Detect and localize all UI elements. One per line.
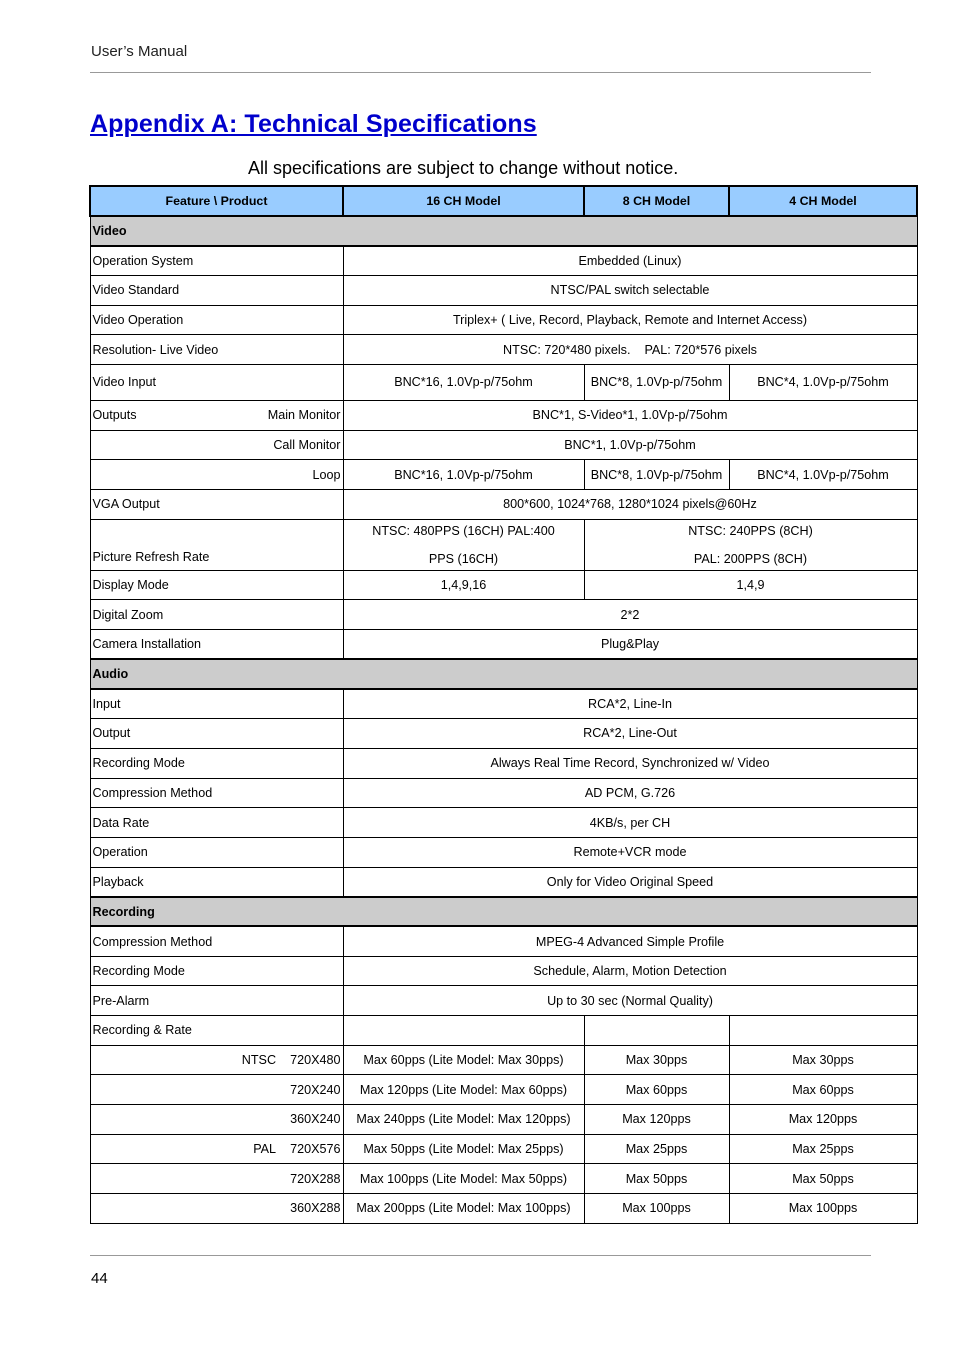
row-value-8ch-4ch: 1,4,9 — [584, 570, 917, 600]
row-label: Camera Installation — [90, 630, 343, 660]
row-label: Recording Mode — [90, 748, 343, 778]
rate-value-8ch: Max 60pps — [584, 1075, 729, 1105]
row-value: Embedded (Linux) — [343, 246, 917, 276]
table-row — [90, 956, 917, 986]
empty-cell — [343, 1016, 584, 1046]
table-row — [90, 364, 917, 400]
table-row — [90, 490, 917, 520]
table-row — [90, 246, 917, 276]
table-row — [90, 1075, 917, 1105]
header-16ch: 16 CH Model — [343, 186, 584, 216]
table-row — [90, 460, 917, 490]
rate-label — [90, 1164, 343, 1194]
row-value-8ch: BNC*8, 1.0Vp-p/75ohm — [584, 460, 729, 490]
rate-value-4ch: Max 100pps — [729, 1194, 917, 1224]
refresh-8ch-line2: PAL: 200PPS (8CH) — [693, 551, 808, 566]
rate-value-8ch: Max 120pps — [584, 1105, 729, 1135]
specifications-table — [89, 185, 918, 1224]
section-title: Audio — [90, 659, 917, 689]
row-value-4ch: BNC*4, 1.0Vp-p/75ohm — [729, 364, 917, 400]
rate-label — [90, 1134, 343, 1164]
rate-value-16ch: Max 60pps (Lite Model: Max 30pps) — [343, 1045, 584, 1075]
section-row-recording — [90, 897, 917, 927]
row-label: Pre-Alarm — [90, 986, 343, 1016]
row-value-16ch: BNC*16, 1.0Vp-p/75ohm — [343, 460, 584, 490]
row-value: NTSC/PAL switch selectable — [343, 275, 917, 305]
rate-value-8ch: Max 25pps — [584, 1134, 729, 1164]
rate-value-16ch: Max 240pps (Lite Model: Max 120pps) — [343, 1105, 584, 1135]
row-value-8ch-4ch — [584, 519, 917, 570]
resolution: 720X240 — [290, 1082, 341, 1097]
outputs-label: Outputs — [92, 408, 137, 423]
resolution: 720X576 — [290, 1142, 341, 1157]
header-divider — [90, 72, 871, 73]
row-value: BNC*1, 1.0Vp-p/75ohm — [343, 430, 917, 460]
rate-label — [90, 1045, 343, 1075]
section-row-video — [90, 216, 917, 246]
empty-cell — [729, 1016, 917, 1046]
row-value: 800*600, 1024*768, 1280*1024 pixels@60Hz — [343, 490, 917, 520]
refresh-16ch-line1: NTSC: 480PPS (16CH) PAL:400 — [372, 523, 555, 538]
main-monitor-label: Main Monitor — [267, 408, 341, 423]
row-label: Picture Refresh Rate — [90, 519, 343, 570]
row-value: RCA*2, Line-Out — [343, 719, 917, 749]
row-label: Video Standard — [90, 275, 343, 305]
section-row-audio — [90, 659, 917, 689]
row-label: Operation System — [90, 246, 343, 276]
row-value-8ch: BNC*8, 1.0Vp-p/75ohm — [584, 364, 729, 400]
table-row — [90, 1164, 917, 1194]
page-title: Appendix A: Technical Specifications — [90, 110, 537, 138]
notice-text: All specifications are subject to change without notice. — [248, 158, 679, 178]
rate-value-4ch: Max 30pps — [729, 1045, 917, 1075]
table-row — [90, 808, 917, 838]
row-value: BNC*1, S-Video*1, 1.0Vp-p/75ohm — [343, 400, 917, 430]
row-value: MPEG-4 Advanced Simple Profile — [343, 926, 917, 956]
rate-value-8ch: Max 30pps — [584, 1045, 729, 1075]
rate-value-16ch: Max 200pps (Lite Model: Max 100pps) — [343, 1194, 584, 1224]
row-label: Recording Mode — [90, 956, 343, 986]
row-value: RCA*2, Line-In — [343, 689, 917, 719]
header-8ch: 8 CH Model — [584, 186, 729, 216]
row-value-16ch: 1,4,9,16 — [343, 570, 584, 600]
refresh-16ch-line2: PPS (16CH) — [428, 551, 499, 566]
row-label: Digital Zoom — [90, 600, 343, 630]
table-row — [90, 926, 917, 956]
resolution: 360X288 — [290, 1201, 341, 1216]
row-label: Input — [90, 689, 343, 719]
table-row — [90, 719, 917, 749]
row-label: Call Monitor — [90, 430, 343, 460]
rate-value-16ch: Max 100pps (Lite Model: Max 50pps) — [343, 1164, 584, 1194]
row-label — [90, 400, 343, 430]
refresh-8ch-line1: NTSC: 240PPS (8CH) — [688, 523, 813, 538]
table-row — [90, 986, 917, 1016]
resolution: 720X480 — [290, 1053, 341, 1068]
resolution: 360X240 — [290, 1112, 341, 1127]
row-label: Video Input — [90, 364, 343, 400]
table-row — [90, 335, 917, 365]
rate-value-8ch: Max 50pps — [584, 1164, 729, 1194]
row-value: 2*2 — [343, 600, 917, 630]
rate-label — [90, 1105, 343, 1135]
rate-label — [90, 1075, 343, 1105]
row-label: Data Rate — [90, 808, 343, 838]
row-value: Triplex+ ( Live, Record, Playback, Remote and Internet Access) — [343, 305, 917, 335]
table-row — [90, 778, 917, 808]
header-4ch: 4 CH Model — [729, 186, 917, 216]
row-label: VGA Output — [90, 490, 343, 520]
table-row — [90, 630, 917, 660]
row-value: Always Real Time Record, Synchronized w/ Video — [343, 748, 917, 778]
rate-value-16ch: Max 120pps (Lite Model: Max 60pps) — [343, 1075, 584, 1105]
empty-cell — [584, 1016, 729, 1046]
table-row — [90, 837, 917, 867]
footer-divider — [90, 1255, 871, 1256]
recording-rate-rows — [90, 1045, 917, 1223]
row-value: NTSC: 720*480 pixels. PAL: 720*576 pixels — [343, 335, 917, 365]
table-row — [90, 275, 917, 305]
rate-label — [90, 1194, 343, 1224]
table-row — [90, 400, 917, 430]
row-value: Up to 30 sec (Normal Quality) — [343, 986, 917, 1016]
row-label: Operation — [90, 837, 343, 867]
table-row — [90, 430, 917, 460]
rate-value-16ch: Max 50pps (Lite Model: Max 25pps) — [343, 1134, 584, 1164]
resolution: 720X288 — [290, 1171, 341, 1186]
header-feature: Feature \ Product — [90, 186, 343, 216]
rate-value-4ch: Max 120pps — [729, 1105, 917, 1135]
rate-value-4ch: Max 60pps — [729, 1075, 917, 1105]
row-value: 4KB/s, per CH — [343, 808, 917, 838]
row-label: Resolution- Live Video — [90, 335, 343, 365]
table-row — [90, 305, 917, 335]
rate-value-4ch: Max 50pps — [729, 1164, 917, 1194]
row-value-4ch: BNC*4, 1.0Vp-p/75ohm — [729, 460, 917, 490]
row-label: Compression Method — [90, 778, 343, 808]
row-value-16ch — [343, 519, 584, 570]
table-row — [90, 1194, 917, 1224]
table-row — [90, 1134, 917, 1164]
table-row — [90, 689, 917, 719]
table-row — [90, 519, 917, 570]
row-label: Compression Method — [90, 926, 343, 956]
section-title: Recording — [90, 897, 917, 927]
video-system: NTSC — [241, 1053, 277, 1068]
rate-value-8ch: Max 100pps — [584, 1194, 729, 1224]
table-row — [90, 1016, 917, 1046]
row-label: Output — [90, 719, 343, 749]
table-row — [90, 1105, 917, 1135]
table-row — [90, 867, 917, 897]
row-label: Loop — [90, 460, 343, 490]
row-label: Display Mode — [90, 570, 343, 600]
row-value: Only for Video Original Speed — [343, 867, 917, 897]
page-number: 44 — [91, 1270, 108, 1287]
table-header-row — [90, 186, 917, 216]
table-row — [90, 1045, 917, 1075]
row-value: AD PCM, G.726 — [343, 778, 917, 808]
row-label: Playback — [90, 867, 343, 897]
row-value: Schedule, Alarm, Motion Detection — [343, 956, 917, 986]
table-row — [90, 600, 917, 630]
rate-value-4ch: Max 25pps — [729, 1134, 917, 1164]
row-value: Remote+VCR mode — [343, 837, 917, 867]
section-title: Video — [90, 216, 917, 246]
row-value: Plug&Play — [343, 630, 917, 660]
row-label: Recording & Rate — [90, 1016, 343, 1046]
row-value-16ch: BNC*16, 1.0Vp-p/75ohm — [343, 364, 584, 400]
row-label: Video Operation — [90, 305, 343, 335]
running-header: User’s Manual — [91, 43, 188, 60]
video-system: PAL — [253, 1142, 277, 1157]
table-row — [90, 570, 917, 600]
table-row — [90, 748, 917, 778]
